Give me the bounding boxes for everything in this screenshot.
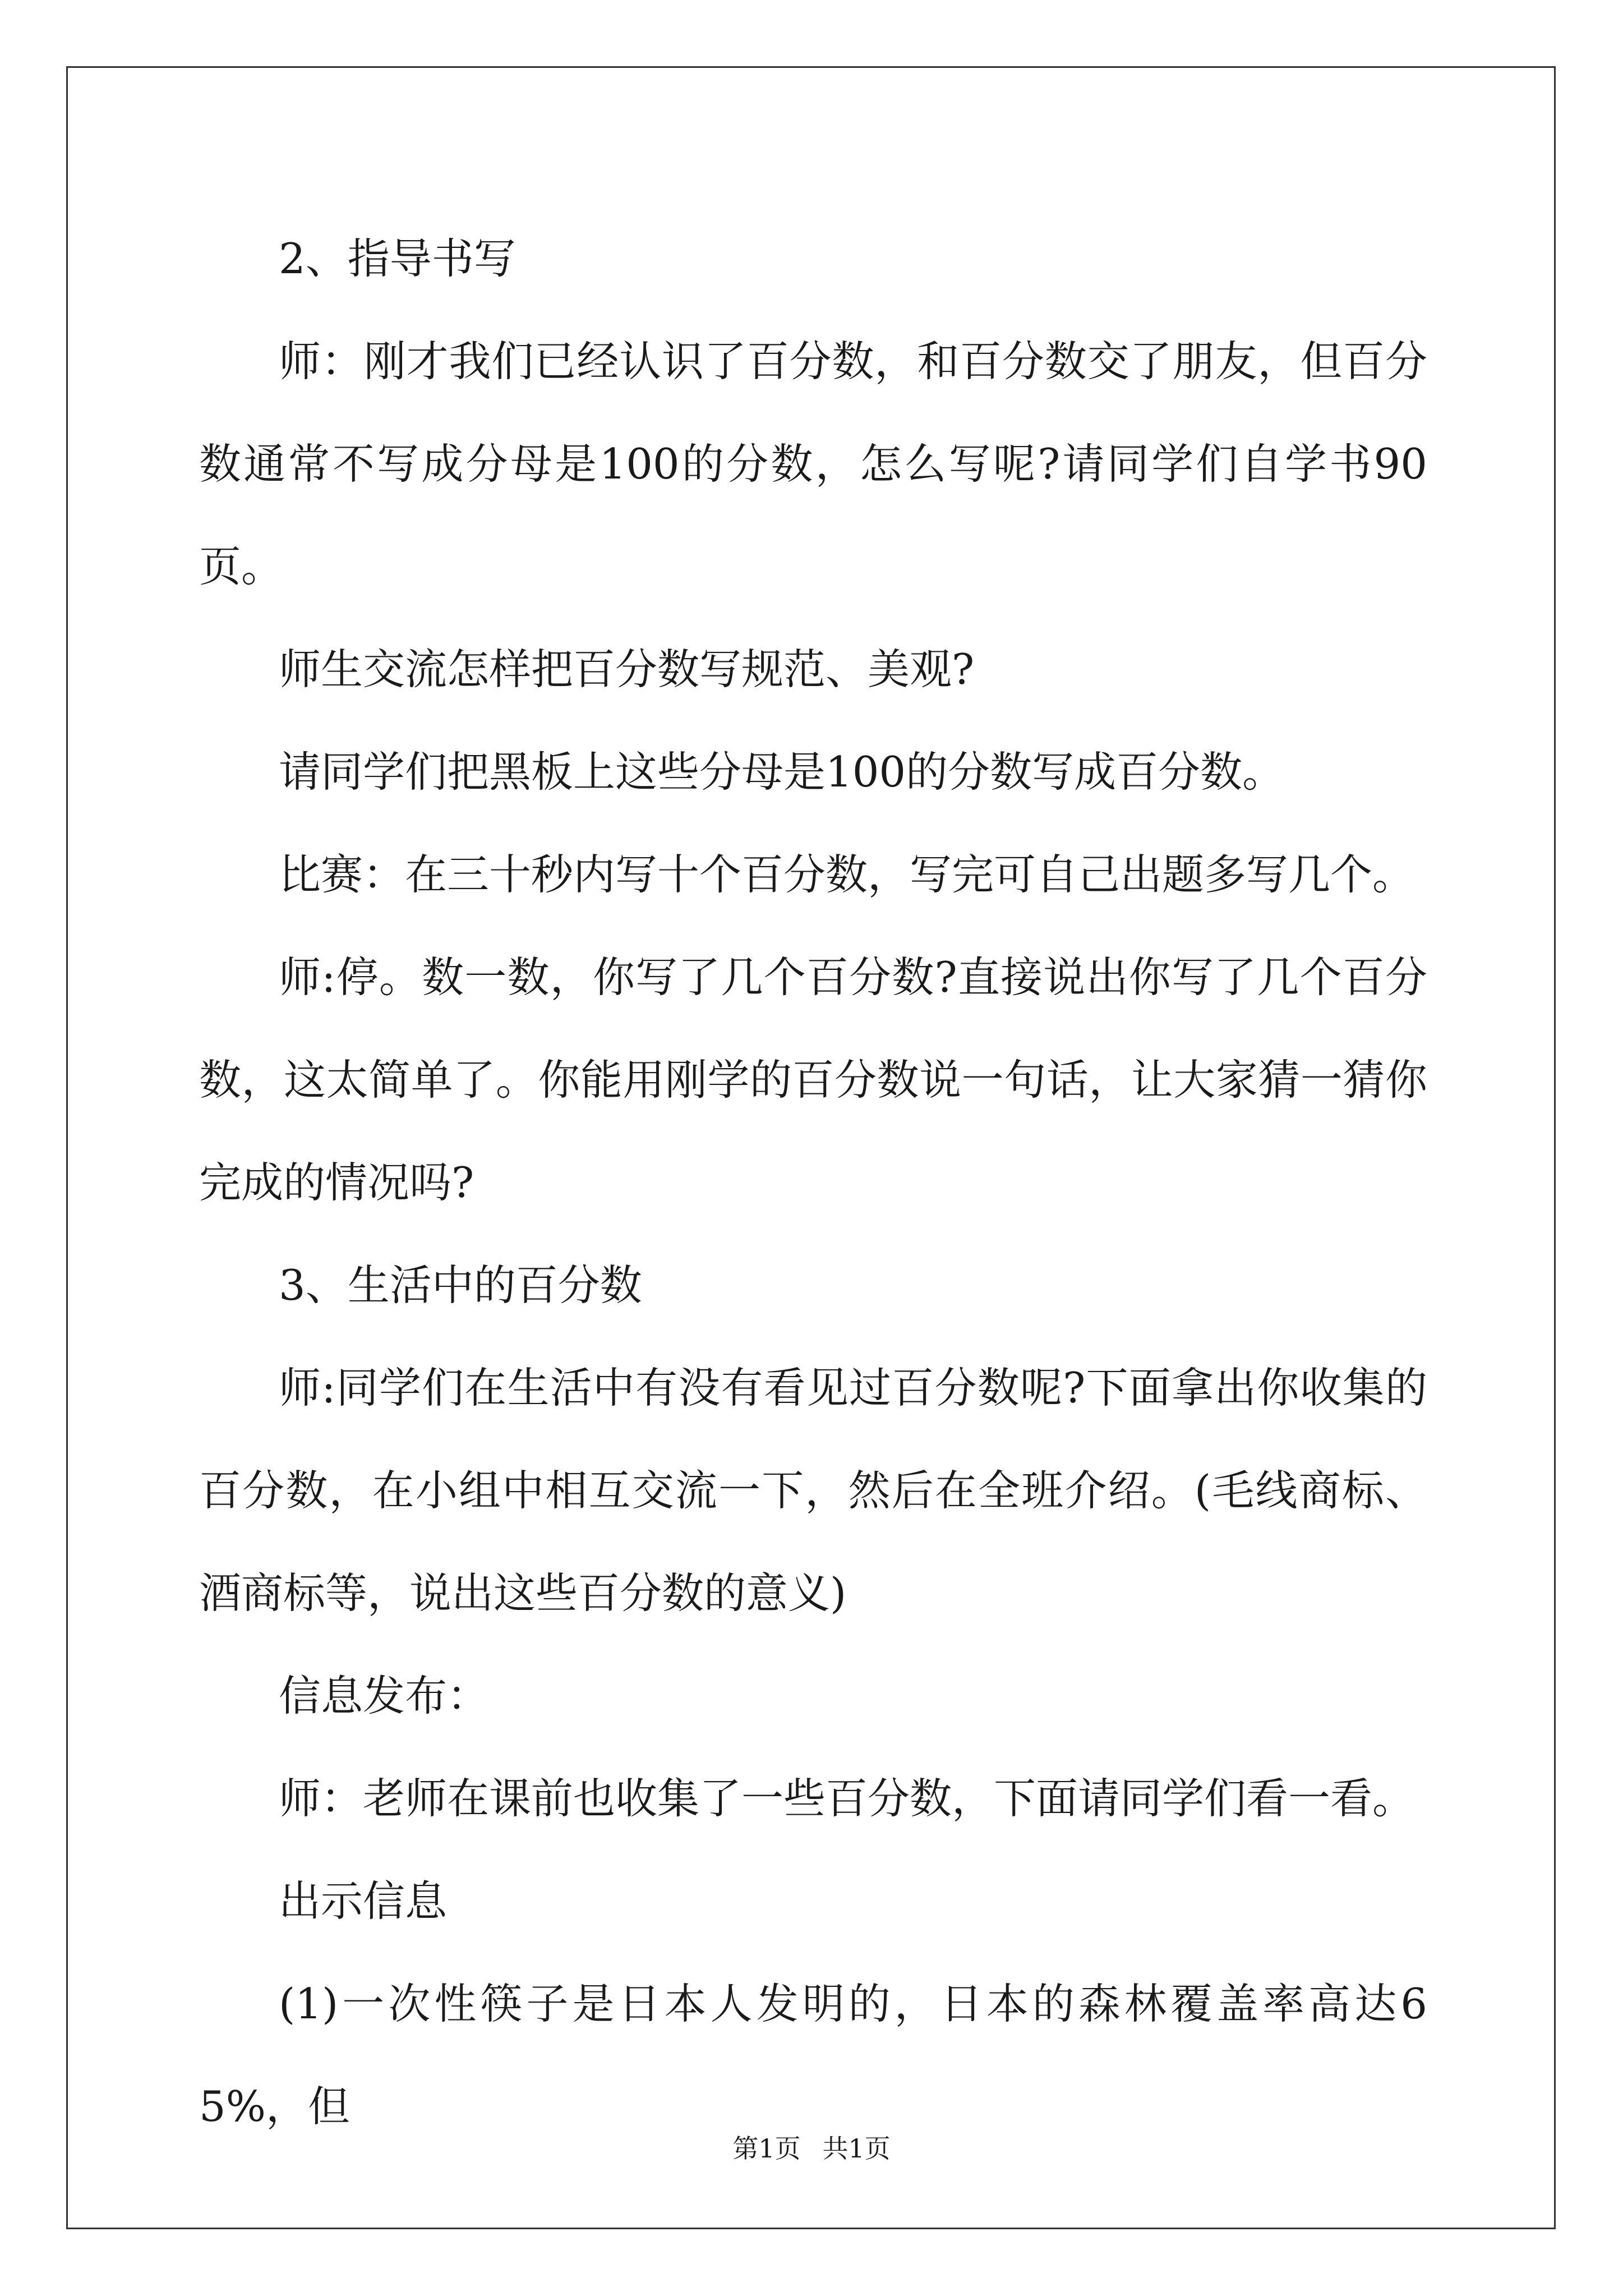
paragraph: 师：刚才我们已经认识了百分数，和百分数交了朋友，但百分数通常不写成分母是100的分数，怎么写呢?请同学们自学书90页。 xyxy=(199,337,1427,591)
paragraph: 师:同学们在生活中有没有看见过百分数呢?下面拿出你收集的百分数，在小组中相互交流一下，然后在全班介绍。(毛线商标、酒商标等，说出这些百分数的意义) xyxy=(199,1363,1427,1618)
paragraph: 师:停。数一数，你写了几个百分数?直接说出你写了几个百分数，这太简单了。你能用刚学的百分数说一句话，让大家猜一猜你完成的情况吗? xyxy=(199,953,1427,1207)
page-footer xyxy=(0,2132,1623,2165)
page-number-total: 共1页 xyxy=(822,2133,891,2164)
heading-guided-writing: 2、指导书写 xyxy=(279,234,516,283)
document-body xyxy=(199,208,1427,2158)
heading-percent-in-life: 3、生活中的百分数 xyxy=(279,1260,642,1310)
paragraph: 师：老师在课前也收集了一些百分数，下面请同学们看一看。 xyxy=(279,1774,1415,1823)
paragraph: 请同学们把黑板上这些分母是100的分数写成百分数。 xyxy=(279,747,1285,797)
page-number-current: 第1页 xyxy=(732,2133,801,2164)
paragraph: (1)一次性筷子是日本人发明的，日本的森林覆盖率高达65%，但 xyxy=(199,1979,1427,2131)
paragraph: 比赛：在三十秒内写十个百分数，写完可自己出题多写几个。 xyxy=(279,850,1415,899)
paragraph: 师生交流怎样把百分数写规范、美观? xyxy=(279,645,975,694)
paragraph: 信息发布： xyxy=(279,1671,490,1720)
paragraph: 出示信息 xyxy=(279,1876,448,1926)
